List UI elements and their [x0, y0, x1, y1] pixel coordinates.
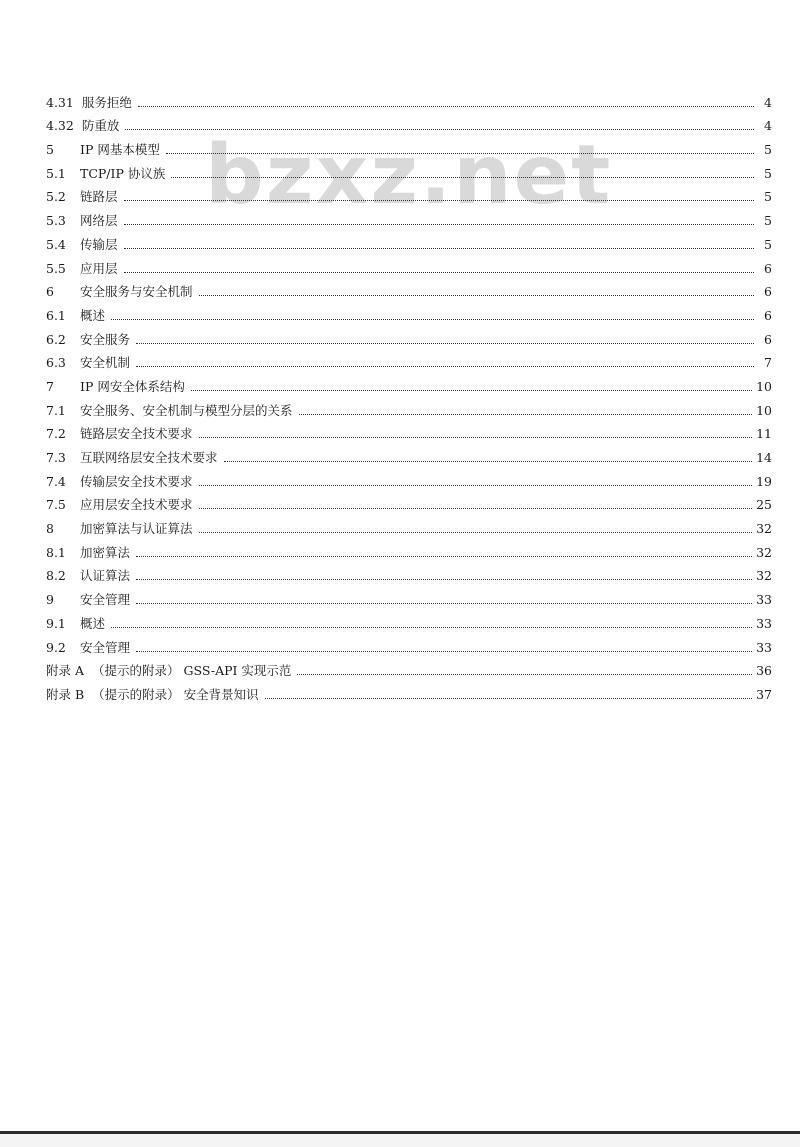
toc-entry-number: 5.4	[46, 236, 66, 252]
toc-dot-leader	[136, 578, 752, 580]
toc-entry-title: （提示的附录） 安全背景知识	[92, 686, 259, 702]
toc-entry-page: 5	[764, 189, 772, 205]
toc-dot-leader	[199, 531, 753, 533]
toc-entry-title: 服务拒绝	[81, 94, 132, 110]
toc-entry	[46, 371, 772, 395]
toc-entry-page: 25	[756, 497, 772, 513]
toc-entry-title: TCP/IP 协议族	[80, 165, 166, 181]
toc-entry-title: IP 网基本模型	[80, 142, 160, 158]
toc-dot-leader	[199, 436, 753, 438]
toc-entry	[46, 442, 772, 466]
toc-entry	[46, 182, 772, 206]
toc-entry	[46, 537, 772, 561]
toc-entry-title: （提示的附录） GSS-API 实现示范	[92, 663, 292, 679]
toc-entry-number: 5.5	[46, 260, 66, 276]
toc-dot-leader	[199, 294, 754, 296]
toc-entry-number: 4.31	[46, 94, 74, 110]
toc-entry-page: 33	[756, 639, 772, 655]
toc-entry-number: 7.2	[46, 426, 66, 442]
toc-entry-title: 安全服务与安全机制	[80, 284, 193, 300]
toc-dot-leader	[138, 105, 754, 107]
toc-entry	[46, 656, 772, 680]
toc-entry-number: 6.3	[46, 355, 66, 371]
toc-entry-title: 加密算法与认证算法	[80, 521, 193, 537]
toc-entry-title: 防重放	[81, 118, 120, 134]
toc-entry-number: 9	[46, 592, 54, 608]
toc-entry-number: 4.32	[46, 118, 74, 134]
toc-entry-title: 认证算法	[80, 568, 131, 584]
toc-entry-number: 附录 B	[46, 686, 85, 702]
toc-entry-title: IP 网安全体系结构	[80, 378, 185, 394]
toc-entry-title: 网络层	[80, 213, 118, 229]
toc-entry-page: 19	[756, 473, 772, 489]
toc-entry-title: 传输层安全技术要求	[80, 473, 193, 489]
toc-entry-page: 33	[756, 592, 772, 608]
page-bottom-strip	[0, 1134, 800, 1147]
toc-entry-page: 4	[764, 118, 772, 134]
toc-entry	[46, 205, 772, 229]
toc-entry-number: 9.2	[46, 639, 66, 655]
toc-entry-number: 6	[46, 284, 54, 300]
toc-entry-title: 安全管理	[80, 639, 131, 655]
toc-dot-leader	[224, 460, 753, 462]
toc-dot-leader	[166, 152, 754, 154]
toc-entry-title: 安全管理	[80, 592, 131, 608]
toc-entry-number: 6.2	[46, 331, 66, 347]
toc-entry-title: 概述	[80, 615, 106, 631]
toc-entry	[46, 111, 772, 135]
toc-dot-leader	[111, 318, 754, 320]
toc-entry-number: 5.2	[46, 189, 66, 205]
toc-entry	[46, 158, 772, 182]
watermark: bzxz.net	[205, 128, 613, 223]
toc-entry	[46, 395, 772, 419]
toc-entry-page: 32	[756, 544, 772, 560]
toc-entry	[46, 561, 772, 585]
toc-entry-title: 应用层	[80, 260, 118, 276]
toc-entry	[46, 632, 772, 656]
toc-entry	[46, 608, 772, 632]
toc-entry-number: 8.2	[46, 568, 66, 584]
toc-entry-title: 传输层	[80, 236, 118, 252]
toc-entry-title: 安全服务	[80, 331, 131, 347]
toc-dot-leader	[136, 602, 752, 604]
toc-dot-leader	[199, 484, 753, 486]
toc-dot-leader	[299, 413, 753, 415]
toc-dot-leader	[297, 673, 752, 675]
toc-entry-number: 5.1	[46, 165, 66, 181]
toc-entry-page: 11	[756, 426, 772, 442]
toc-entry-page: 33	[756, 615, 772, 631]
toc-entry-page: 14	[756, 450, 772, 465]
toc-entry-title: 应用层安全技术要求	[80, 497, 193, 513]
toc-entry-title: 互联网络层安全技术要求	[80, 450, 218, 465]
toc-entry	[46, 348, 772, 372]
toc-entry-page: 6	[764, 284, 772, 300]
toc-entry-page: 5	[764, 236, 772, 252]
toc-entry-number: 6.1	[46, 307, 66, 323]
toc-entry	[46, 134, 772, 158]
toc-entry-page: 32	[756, 568, 772, 584]
toc-entry-number: 7.5	[46, 497, 66, 513]
toc-entry-page: 7	[764, 355, 772, 371]
toc-dot-leader	[136, 365, 754, 367]
toc-entry-page: 6	[764, 260, 772, 276]
toc-entry-number: 8	[46, 521, 54, 537]
toc-entry-page: 6	[764, 331, 772, 347]
toc-entry-page: 32	[756, 521, 772, 537]
toc-entry	[46, 679, 772, 703]
toc-entry-number: 7.1	[46, 402, 66, 418]
toc-entry-page: 4	[764, 94, 772, 110]
toc-entry-title: 加密算法	[80, 544, 131, 560]
toc-entry-title: 安全服务、安全机制与模型分层的关系	[80, 402, 293, 418]
table-of-contents	[46, 87, 772, 703]
toc-entry-page: 6	[764, 307, 772, 323]
toc-entry-number: 5	[46, 142, 54, 158]
toc-entry-number: 5.3	[46, 213, 66, 229]
toc-dot-leader	[199, 507, 753, 509]
toc-entry-page: 37	[756, 686, 772, 702]
toc-entry-title: 链路层安全技术要求	[80, 426, 193, 442]
toc-entry	[46, 300, 772, 324]
toc-entry	[46, 324, 772, 348]
toc-entry-page: 5	[764, 165, 772, 181]
toc-entry	[46, 229, 772, 253]
toc-entry-page: 10	[756, 402, 772, 418]
toc-dot-leader	[111, 626, 752, 628]
toc-entry-number: 附录 A	[46, 663, 85, 679]
toc-entry-number: 9.1	[46, 615, 66, 631]
toc-entry-page: 5	[764, 142, 772, 158]
toc-entry-title: 链路层	[80, 189, 118, 205]
toc-dot-leader	[171, 176, 754, 178]
toc-dot-leader	[136, 555, 752, 557]
toc-entry	[46, 490, 772, 514]
toc-dot-leader	[265, 697, 752, 699]
toc-dot-leader	[191, 389, 752, 391]
toc-entry	[46, 87, 772, 111]
toc-dot-leader	[124, 223, 754, 225]
toc-dot-leader	[136, 342, 754, 344]
toc-dot-leader	[124, 271, 754, 273]
toc-entry-page: 36	[756, 663, 772, 679]
toc-entry	[46, 513, 772, 537]
toc-entry	[46, 253, 772, 277]
toc-entry-page: 10	[756, 378, 772, 394]
toc-entry	[46, 466, 772, 490]
toc-entry-title: 概述	[80, 307, 106, 323]
toc-entry	[46, 419, 772, 443]
toc-entry	[46, 277, 772, 301]
toc-dot-leader	[136, 650, 752, 652]
toc-entry-number: 7.3	[46, 450, 66, 465]
toc-dot-leader	[125, 128, 754, 130]
toc-entry-title: 安全机制	[80, 355, 131, 371]
toc-entry-number: 7	[46, 378, 54, 394]
toc-dot-leader	[124, 199, 754, 201]
toc-entry-number: 8.1	[46, 544, 66, 560]
toc-entry	[46, 584, 772, 608]
toc-dot-leader	[124, 247, 754, 249]
toc-entry-page: 5	[764, 213, 772, 229]
toc-entry-number: 7.4	[46, 473, 66, 489]
